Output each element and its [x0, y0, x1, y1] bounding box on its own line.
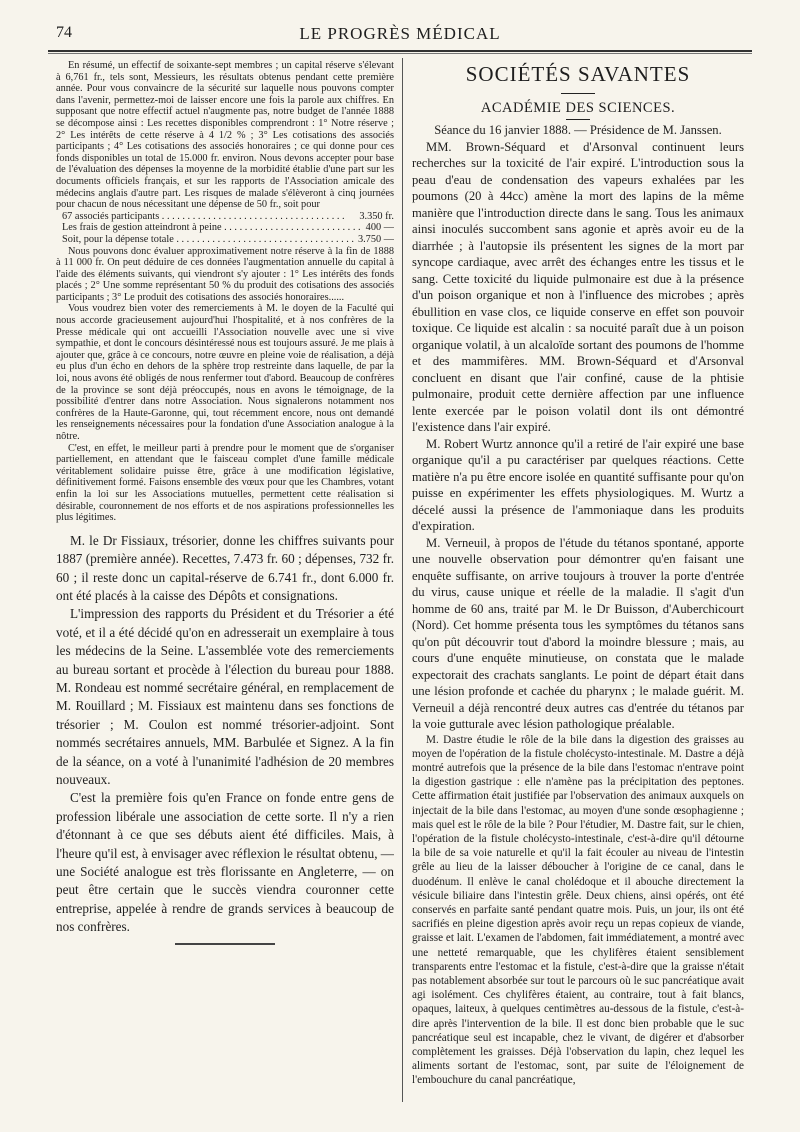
body-paragraph: L'impression des rapports du Président et du Trésorier a été voté, et il a été décidé qu'on en adresserait un exemplaire à tous les médecins de la Seine. L'assemblée vote des remerciements au bureau sortant et procède à l'élection du bureau pour 1888. M. Rondeau est nommé secrétaire général, en remplacement de M. Rouillard ; M. Fissiaux est maintenu dans ses fonctions de trésorier ; M. Coulon est nommé trésorier-adjoint. Sont nommés secrétaires annuels, MM. Barbulée et Signez. A la fin de la séance, on a voté à l'unanimité l'adhésion de 20 membres nouveaux.: [56, 606, 394, 788]
right-column: [412, 60, 744, 1102]
expense-row: [56, 234, 394, 246]
section-title: SOCIÉTÉS SAVANTES: [465, 62, 691, 86]
report-paragraph: Vous voudrez bien voter des remerciements à M. le doyen de la Faculté qui nous accorde gracieusement aujourd'hui l'hospitalité, et à nos confrères de la Presse médicale qui ont accueilli l'Association nouvelle avec une si vive sympathie, et dont le concours désintéressé nous est toujours assuré. Je me plais à ajouter que, grâce à ce concours, notre œuvre en pleine voie de réalisation, a déjà eu plus d'un écho en dehors de la sphère trop restreinte dans laquelle, de par la loi, nous avons été obligés de nous renfermer tout d'abord. Beaucoup de confrères de la province se sont déjà préoccupés, nous en avons le témoignage, de la possibilité d'entrer dans notre Association. Nous signalerons notamment nos confrères de la Haute-Garonne, qui, tout récemment encore, nous ont demandé les renseignements nécessaires pour la fondation d'une Association analogue à la nôtre.: [56, 303, 394, 442]
page-number: 74: [56, 24, 72, 41]
expense-label: Soit, pour la dépense totale . . .: [62, 234, 354, 246]
body-paragraph: M. Verneuil, à propos de l'étude du tétanos spontané, apporte une nouvelle observation pour démontrer qu'en faisant une enquête suffisante, on arrive toujours à trouver la porte d'entrée du virus, cause unique et réelle de la maladie. Il s'agit d'un homme de 60 ans, traité par M. le Dr Buisson, d'Auberchicourt (Nord). Cet homme présenta tous les symptômes du tétanos sans qu'on pût découvrir tout d'abord la moindre blessure ; mais, au cours d'une enquête minutieuse, on constata que le malade expectorait des crachats sanglants. Le point de départ était dans une lésion profonde et cachée du pharynx ; le malade guérit. M. Verneuil a déjà rencontré deux autres cas d'entrée du tétanos par la voie gutturale avec lésion pathologique préalable.: [412, 535, 744, 731]
column-divider: [402, 58, 403, 1102]
body-paragraph: M. le Dr Fissiaux, trésorier, donne les chiffres suivants pour 1887 (première année). Recettes, 7.473 fr. 60 ; dépenses, 732 fr. 60 ; il reste donc un capital-réserve de 6.741 fr., dont 6.000 fr. ont été placés à la caisse des Dépôts et consignations.: [56, 532, 394, 603]
body-paragraph: C'est la première fois qu'en France on fonde entre gens de profession libérale une association de cette sorte. Il n'y a rien d'étonnant à ce que ses débuts aient été difficiles. Mais, à l'heure qu'il est, à envisager avec réflexion le résultat obtenu, — une Société analogue est très florissante en Angleterre, — on peut être certain que le succès viendra couronner cette entreprise, appelée à rendre de grands services à beaucoup de nos confrères.: [56, 790, 394, 935]
session-line: Séance du 16 janvier 1888. — Présidence de M. Janssen.: [434, 123, 722, 137]
header-rule: [48, 50, 752, 54]
page-header: [48, 22, 752, 48]
left-column: [56, 60, 394, 1102]
expense-amount: 400 —: [365, 222, 394, 234]
title-rule: [561, 93, 595, 94]
report-paragraph: Nous pouvons donc évaluer approximativement notre réserve à la fin de 1888 à 11 000 fr. On peut déduire de ces données l'augmentation annuelle du capital à l'aide des éléments suivants, qui viendront s'y ajouter : 1° Les intérêts des fonds placés ; 2° Une somme représentant 50 % du produit des cotisations des associés participants ; 3° Le produit des cotisations des associés honoraires......: [56, 245, 394, 303]
expense-row: [56, 222, 394, 234]
body-paragraph: M. Robert Wurtz annonce qu'il a retiré de l'air expiré une base organique qu'il a pu caractériser par quelques réactions. Cette matière n'a pu être encore isolée en quantité suffisante pour qu'on puisse en expérimenter les effets physiologiques. M. Wurtz a décelé aussi la présence de l'ammoniaque dans les produits d'expiration.: [412, 436, 744, 533]
expense-amount: 3.750 —: [357, 233, 394, 245]
expense-label: Les frais de gestion atteindront à peine . . .: [62, 222, 362, 234]
academy-title: ACADÉMIE DES SCIENCES.: [480, 100, 676, 116]
running-title: LE PROGRÈS MÉDICAL: [299, 24, 501, 43]
body-paragraph: M. Dastre étudie le rôle de la bile dans la digestion des graisses au moyen de l'opération de la fistule cholécysto-intestinale. M. Dastre a déjà montré autrefois que la présence de la bile dans l'estomac n'entrave point la digestion gastrique : elle n'amène pas la précipitation des peptones. Cette affirmation était justifiée par l'observation des animaux auxquels on injectait de la bile dans l'estomac, au moyen d'une sonde œsophagienne ; mais quel est le rôle de la bile ? Pour l'étudier, M. Dastre fait, sur le chien, l'opération de la fistule cholécysto-intestinale, c'est-à-dire qu'il détourne la bile de sa voie naturelle et qu'il la fait écouler au niveau de l'intestin grêle au lieu de la laisser déboucher à l'origine de ce canal, dans le duodénum. Il enlève le canal cholédoque et il abouche directement la vésicule biliaire dans l'intestin grêle. Deux chiens, ainsi opérés, ont été conservés en parfaite santé pendant quatre mois. Puis, un jour, ils ont été sacrifiés en pleine digestion après avoir reçu un repas copieux de viande, graisse et lait. L'examen de l'abdomen, fait immédiatement, a montré avec une netteté remarquable, que les chylifères étaient sensiblement transparents entre l'estomac et la fistule, c'est-à-dire que la graisse n'était pas notablement absorbée sur tout le parcours où le suc pancréatique avait agi isolément. Ces chylifères étaient, au contraire, tout à fait blancs, opaques, laiteux, à quelques centimètres au-dessous de la fistule, c'est-à-dire après l'intervention de la bile. Il est donc bien probable que le suc pancréatique seul est incapable, chez le vivant, de digérer et d'absorber complètement les graisses. Déjà l'observation du lapin, chez lequel les aliments sortant de l'estomac, sont, par suite de l'éloignement de l'embouchure du canal pancréatique,: [412, 733, 744, 1087]
expense-label: 67 associés participants . . .: [62, 211, 355, 223]
expense-amount: 3.350 fr.: [359, 210, 394, 222]
report-paragraph: En résumé, un effectif de soixante-sept membres ; un capital réserve s'élevant à 6,761 fr., tels sont, Messieurs, les résultats obtenus pendant cette première année. Pour vous convaincre de la sécurité sur laquelle nous pouvons compter dans l'avenir, permettez-moi de laisser encore une fois la parole aux chiffres. En supposant que notre effectif actuel n'augmente pas, notre budget de l'année 1888 se décompose ainsi : Les recettes disponibles comprendront : 1° Notre réserve ; 2° Les intérêts de cette réserve à 4 1/2 % ; 3° Les cotisations des associés participants ; 4° Les cotisations des associés honoraires ; ce qui donne pour ces fonds disponibles un total de 15.000 fr. environ. Nous devons accepter pour base de l'évaluation des dépenses la moyenne de la morbidité établie d'une part sur les documents officiels français, et sur les rapports de l'Association amicale des médecins anglais d'autre part. Les risques de malade s'élèveront à cinq journées pour chacun de nous nécessitant une dépense de 50 fr., soit pour: [56, 60, 394, 211]
subtitle-rule: [566, 119, 590, 120]
expense-row: [56, 211, 394, 223]
ornament-rule: [175, 943, 275, 945]
report-paragraph: C'est, en effet, le meilleur parti à prendre pour le moment que de s'organiser partiellement, en attendant que le faisceau complet d'une famille médicale véritablement solidaire puisse être, grâce à une modification législative, définitivement formé. Faisons ensemble des vœux pour que les Chambres, votant enfin la loi sur les Associations mutuelles, permettent cette réalisation si désirable, couronnement de nos efforts et de nos aspirations professionnelles les plus légitimes.: [56, 442, 394, 524]
body-paragraph: MM. Brown-Séquard et d'Arsonval continuent leurs recherches sur la toxicité de l'air expiré. L'introduction sous la peau d'eau de condensation des vapeurs exhalées par les poumons (20 à 44cc) amène la mort des lapins de la même manière que l'introduction directe dans le sang. Tous les animaux ainsi inoculés succombent sans agonie et après avoir eu de la diarrhée ; à l'autopsie ils présentent les signes de la mort par syncope cardiaque, avec arrêt des échanges entre les tissus et le sang. Cette toxicité du liquide pulmonaire est due à la présence d'un poison organique et non à l'influence des microbes ; après ébullition en vase clos, ce liquide conserve en effet son pouvoir toxique. Ce liquide est alcalin : sa nocuité paraît due à un poison organique volatil, à un alcaloïde sortant des poumons de l'homme et des mammifères. MM. Brown-Séquard et d'Arsonval concluent en disant que l'air confiné, cause de la phtisie pulmonaire, produit cette dernière affection par une influence lente exercée par le poison volatil dont ils ont démontré l'existence dans l'air expiré.: [412, 139, 744, 434]
